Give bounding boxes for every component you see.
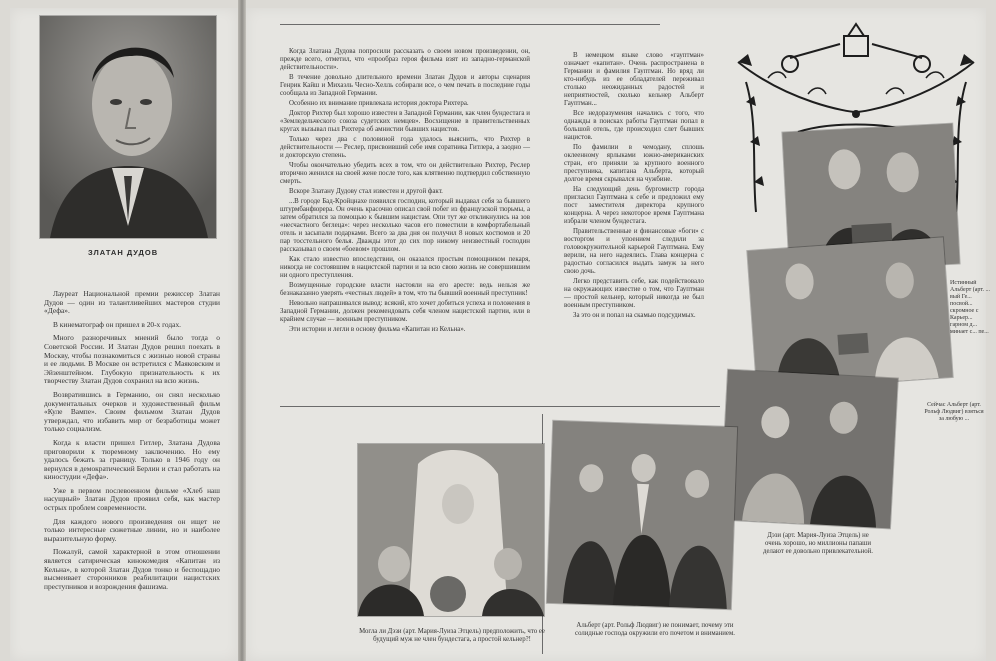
left-paragraph: Уже в первом послевоенном фильме «Хлеб наш насущный» Златан Дудов проявил себя, как мастер острых проблем современности.	[44, 485, 220, 513]
photo-albert-gentlemen	[547, 421, 737, 609]
column-one-paragraph: Только через два с половиной года удалось выяснить, что Рихтер в действительности — Реслер, присвоивший себе имя соратника Гитлера, а заодно — и докторскую степень.	[280, 136, 530, 159]
left-paragraph: Возвратившись в Германию, он снял несколько документальных очерков и художественный фильм «Куле Вампе». Своим фильмом Златан Дудов утверждал, что избавить мир от безработицы может только социализм.	[44, 389, 220, 434]
portrait-caption: ЗЛАТАН ДУДОВ	[88, 248, 159, 257]
albert-caption: Альберт (арт. Рольф Людвиг) не понимает, почему эти солидные господа окружили его почетом и вниманием.	[575, 622, 735, 637]
left-paragraph: Много разноречивых мнений было тогда о Советской России. И Златан Дудов решил поехать в Москву, чтобы познакомиться с жизнью новой страны и ее людьми. В Москве он встретился с Маяковским и Эйзенштейном. Глубокую признательность к их творчеству Златан Дудов сохранил на всю жизнь.	[44, 333, 220, 386]
left-paragraph: Когда к власти пришел Гитлер, Златана Дудова приговорили к тюремному заключению. Но ему удалось бежать за границу. Только в 1946 году он вернулся в демократический Берлин и стал работать на киностудии «Дефа».	[44, 437, 220, 482]
portrait-photo	[40, 16, 216, 238]
top-rule	[280, 24, 660, 25]
binding-gutter	[238, 0, 246, 661]
column-one-paragraph: Особенно их внимание привлекала история доктора Рихтера.	[289, 100, 469, 107]
column-one-paragraph: Чтобы окончательно убедить всех в том, что он действительно Рихтер, Реслер вторично женился на своей жене после того, как клятвенно подтвердил собственную смерть.	[280, 162, 530, 185]
column-two-paragraph: По фамилии в чемодану, сплошь оклеенному ярлыками южно-американских стран, его приняли за крупного военного преступника, капитана Альберта, который долгое время скрывался на чужбине.	[564, 144, 704, 183]
column-one-paragraph: Возмущенные городские власти настояли на его аресте: ведь нельзя же безнаказанно уверять «честных людей» в том, что ты бывший военный преступник!	[280, 282, 530, 297]
column-two-paragraph: Легко представить себе, как подействовало на окружающих известие о том, что Гауптман — простой кельнер, который никогда не был военным преступником.	[564, 278, 704, 309]
column-one-paragraph: Вскоре Златану Дудову стал известен и другой факт.	[289, 188, 443, 195]
left-page	[10, 8, 238, 661]
column-one-paragraph: Когда Златана Дудова попросили рассказать о своем новом произведении, он, прежде всего, отметил, что «прообраз героя фильма взят из западно-германской действительности».	[280, 48, 530, 71]
photo-bride-image	[358, 444, 544, 616]
column-one-paragraph: Невольно напрашивался вывод: всякий, кто хочет добиться успеха и положения в Западной Германии, должен рекомендовать себя членом нацистской партии, или в крайнем случае — военным преступником.	[280, 300, 530, 323]
portrait-image	[40, 16, 216, 238]
column-two-paragraph: За это он и попал на скамью подсудимых.	[573, 312, 696, 319]
left-paragraph: Лауреат Национальной премии режиссер Златан Дудов — один из талантливейших мастеров студии «Дефа».	[44, 289, 220, 316]
now-albert-caption: Сейчас Альберт (арт. Рольф Людвиг) взяться за любую ...	[924, 402, 984, 422]
photo-kiss	[720, 370, 898, 529]
photo-uniform-image	[747, 237, 952, 390]
column-one-paragraph: В течение довольно длительного времени Златан Дудов и авторы сценария Генрик Кайш и Михаэль Чесно-Хелль собирали все, о чем печать в последние годы сообщала из Западной Германии.	[280, 74, 530, 97]
bottom-rule	[280, 406, 720, 407]
right-page	[246, 8, 990, 661]
column-two-paragraph: Все недоразумения начались с того, что однажды в поисках работы Гауптман попал в большой отель, где происходил слет бывших нацистов.	[564, 110, 704, 141]
left-paragraph: Для каждого нового произведения он ищет не только интересные сюжетные линии, но и наиболее выразительную форму.	[44, 516, 220, 543]
daisy-caption: Дэзи (арт. Мария-Луиза Этцель) не очень хорошо, но миллионы папаши делают ее довольно привлекательной.	[763, 532, 873, 555]
bride-caption: Могла ли Дэзи (арт. Мария-Луиза Этцель) предположить, что ее будущий муж не член бундестага, а простой кельнер?!	[359, 628, 545, 643]
left-paragraph: В кинематограф он пришел в 20-х годах.	[53, 319, 181, 329]
column-one-paragraph: Как стало известно впоследствии, он оказался простым помощником пекаря, никогда не состоявшим в нацистской партии и за всю свою жизнь не совершившим ни одного преступления.	[280, 256, 530, 279]
true-albert-caption: Истинный Альберт (арт. ... вый Ге... посвой... скромное с Карьер... гарном д... минает с... пе...	[950, 280, 990, 335]
photo-kiss-image	[720, 370, 898, 529]
photo-uniform	[747, 237, 952, 390]
column-one-paragraph: Эти истории и легли в основу фильма «Капитан из Кельна».	[289, 326, 466, 333]
column-two-paragraph: На следующий день бургомистр города пригласил Гауптмана к себе и предложил ему пост заместителя директора крупного концерна. А через некоторое время Гауптмана избрали членом бундестага.	[564, 186, 704, 225]
left-column-text	[44, 290, 220, 596]
photo-albert-gentlemen-image	[547, 421, 737, 609]
column-one-text	[280, 48, 530, 336]
photo-bride	[358, 444, 544, 616]
column-two-paragraph: В немецком языке слово «гауптман» означает «капитан». Очень распространена в Германии и фамилия Гауптман. Но вряд ли кто-нибудь из ее обладателей переживал столько неожиданных радостей и неприятностей, сколько кельнер Альберт Гауптман...	[564, 52, 704, 107]
column-two-paragraph: Правительственные и финансовые «боги» с восторгом и упоением следили за головокружительной карьерой Гауптмана. Ему верили, на него надеялись. Глава концерна с радостью согласился выдать замуж за него свою дочь.	[564, 228, 704, 275]
column-two-text	[564, 52, 704, 322]
column-one-paragraph: ...В городе Бад-Кройцнахе появился господин, который выдавал себя за бывшего штурмбанфюрера. Он очень красочно описал свой побег из французской тюрьмы, а затем обратился за помощью к бывшим нацистам. Опи тут же откликнулись на зов «несчастного беглеца»: через несколько часов его поместили в комфортабельный отель и засыпали подарками. Всего за два дня он получил 8 новых костюмов и 20 пар тосстельного белья. Дважды этот до сих пор никому неизвестный господин рассказывал о своем «боевом» прошлом.	[280, 198, 530, 253]
left-paragraph: Пожалуй, самой характерной в этом отношении является сатирическая кинокомедия «Капитан из Кельна», в которой Златан Дудов тонко и беспощадно высмеивает сторонников реабилитации нацистских преступников и возрождения фашизма.	[44, 547, 220, 591]
column-one-paragraph: Доктор Рихтер был хорошо известен в Западной Германии, как член бундестага и «Земледельческого союза судетских немцев». Восхищение в правительственных кругах вызывал пыл Рихтера об амнистии бывших нацистов.	[280, 110, 530, 133]
